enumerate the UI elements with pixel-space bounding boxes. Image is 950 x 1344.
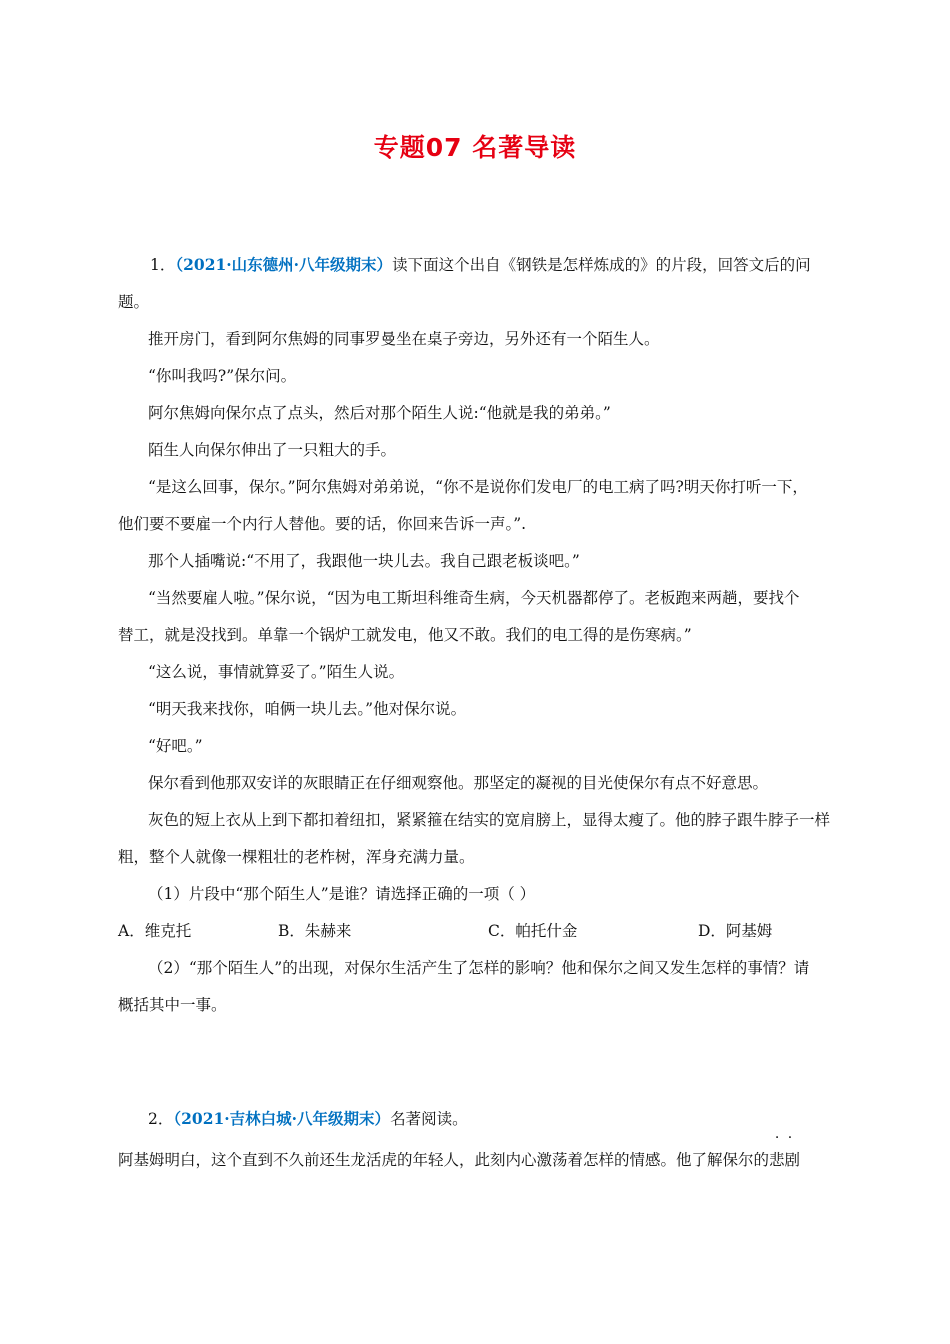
option-c[interactable]: C．帕托什金 xyxy=(488,922,578,940)
question-2-source: （2021·吉林白城·八年级期末） xyxy=(173,1109,391,1128)
document-body xyxy=(118,246,860,1179)
passage-paragraph-12-line-1: 灰色的短上衣从上到下都扣着纽扣，紧紧箍在结实的宽肩膀上，显得太瘦了。他的脖子跟牛脖子一样 xyxy=(148,811,831,829)
passage-paragraph-1: 推开房门，看到阿尔焦姆的同事罗曼坐在桌子旁边，另外还有一个陌生人。 xyxy=(148,330,660,348)
sub-question-2-line-2: 概括其中一事。 xyxy=(118,996,227,1014)
passage-paragraph-5-line-1: “是这么回事，保尔。”阿尔焦姆对弟弟说，“你不是说你们发电厂的电工病了吗?明天你打听一下， xyxy=(148,478,808,496)
passage-paragraph-12-line-2: 粗，整个人就像一棵粗壮的老柞树，浑身充满力量。 xyxy=(118,848,475,866)
question-1-number: 1． xyxy=(150,256,176,274)
question-2-intro-text: 名著阅读。 xyxy=(390,1110,468,1128)
sub-question-1: （1）片段中“那个陌生人”是谁？请选择正确的一项（ ） xyxy=(148,885,536,903)
question-2-emphasis-word: · · 悲剧 xyxy=(769,1151,800,1169)
passage-paragraph-6: 那个人插嘴说:“不用了，我跟他一块儿去。我自己跟老板谈吧。” xyxy=(148,552,580,570)
passage-paragraph-7-line-1: “当然要雇人啦。”保尔说，“因为电工斯坦科维奇生病，今天机器都停了。老板跑来两趟，要找个 xyxy=(148,589,800,607)
question-2-paragraph-1-text: 阿基姆明白，这个直到不久前还生龙活虎的年轻人，此刻内心激荡着怎样的情感。他了解保尔的 xyxy=(118,1151,770,1169)
question-2-paragraph-1 xyxy=(88,1142,880,1179)
question-1-source: （2021·山东德州·八年级期末） xyxy=(175,255,393,274)
answer-space xyxy=(118,1024,860,1100)
page-title: 专题07 名著导读 xyxy=(373,133,577,162)
sub-question-2-line-1: （2）“那个陌生人”的出现，对保尔生活产生了怎样的影响？他和保尔之间又发生怎样的事情？请 xyxy=(148,959,810,977)
question-1-intro xyxy=(118,246,860,284)
passage-paragraph-5-line-2: 他们要不要雇一个内行人替他。要的话，你回来告诉一声。”. xyxy=(118,515,527,533)
option-a[interactable]: A．维克托 xyxy=(118,922,192,940)
passage-paragraph-3: 阿尔焦姆向保尔点了点头，然后对那个陌生人说:“他就是我的弟弟。” xyxy=(148,404,611,422)
passage-paragraph-10: “好吧。” xyxy=(148,737,203,755)
passage-paragraph-8: “这么说，事情就算妥了。”陌生人说。 xyxy=(148,663,405,681)
option-d[interactable]: D．阿基姆 xyxy=(698,922,773,940)
question-2-number: 2． xyxy=(148,1110,174,1128)
passage-paragraph-4: 陌生人向保尔伸出了一只粗大的手。 xyxy=(148,441,397,459)
passage-paragraph-2: “你叫我吗?”保尔问。 xyxy=(148,367,297,385)
passage-paragraph-9: “明天我来找你，咱俩一块儿去。”他对保尔说。 xyxy=(148,700,467,718)
answer-options xyxy=(118,913,860,950)
question-1-intro-line-2: 题。 xyxy=(118,293,150,311)
question-1-intro-line-1: 读下面这个出自《钢铁是怎样炼成的》的片段，回答文后的问 xyxy=(392,256,811,274)
question-2-intro xyxy=(118,1100,860,1138)
passage-paragraph-11: 保尔看到他那双安详的灰眼睛正在仔细观察他。那坚定的凝视的目光使保尔有点不好意思。 xyxy=(148,774,769,792)
option-b[interactable]: B．朱赫来 xyxy=(278,922,352,940)
passage-paragraph-7-line-2: 替工，就是没找到。单靠一个锅炉工就发电，他又不敢。我们的电工得的是伤寒病。” xyxy=(118,626,692,644)
